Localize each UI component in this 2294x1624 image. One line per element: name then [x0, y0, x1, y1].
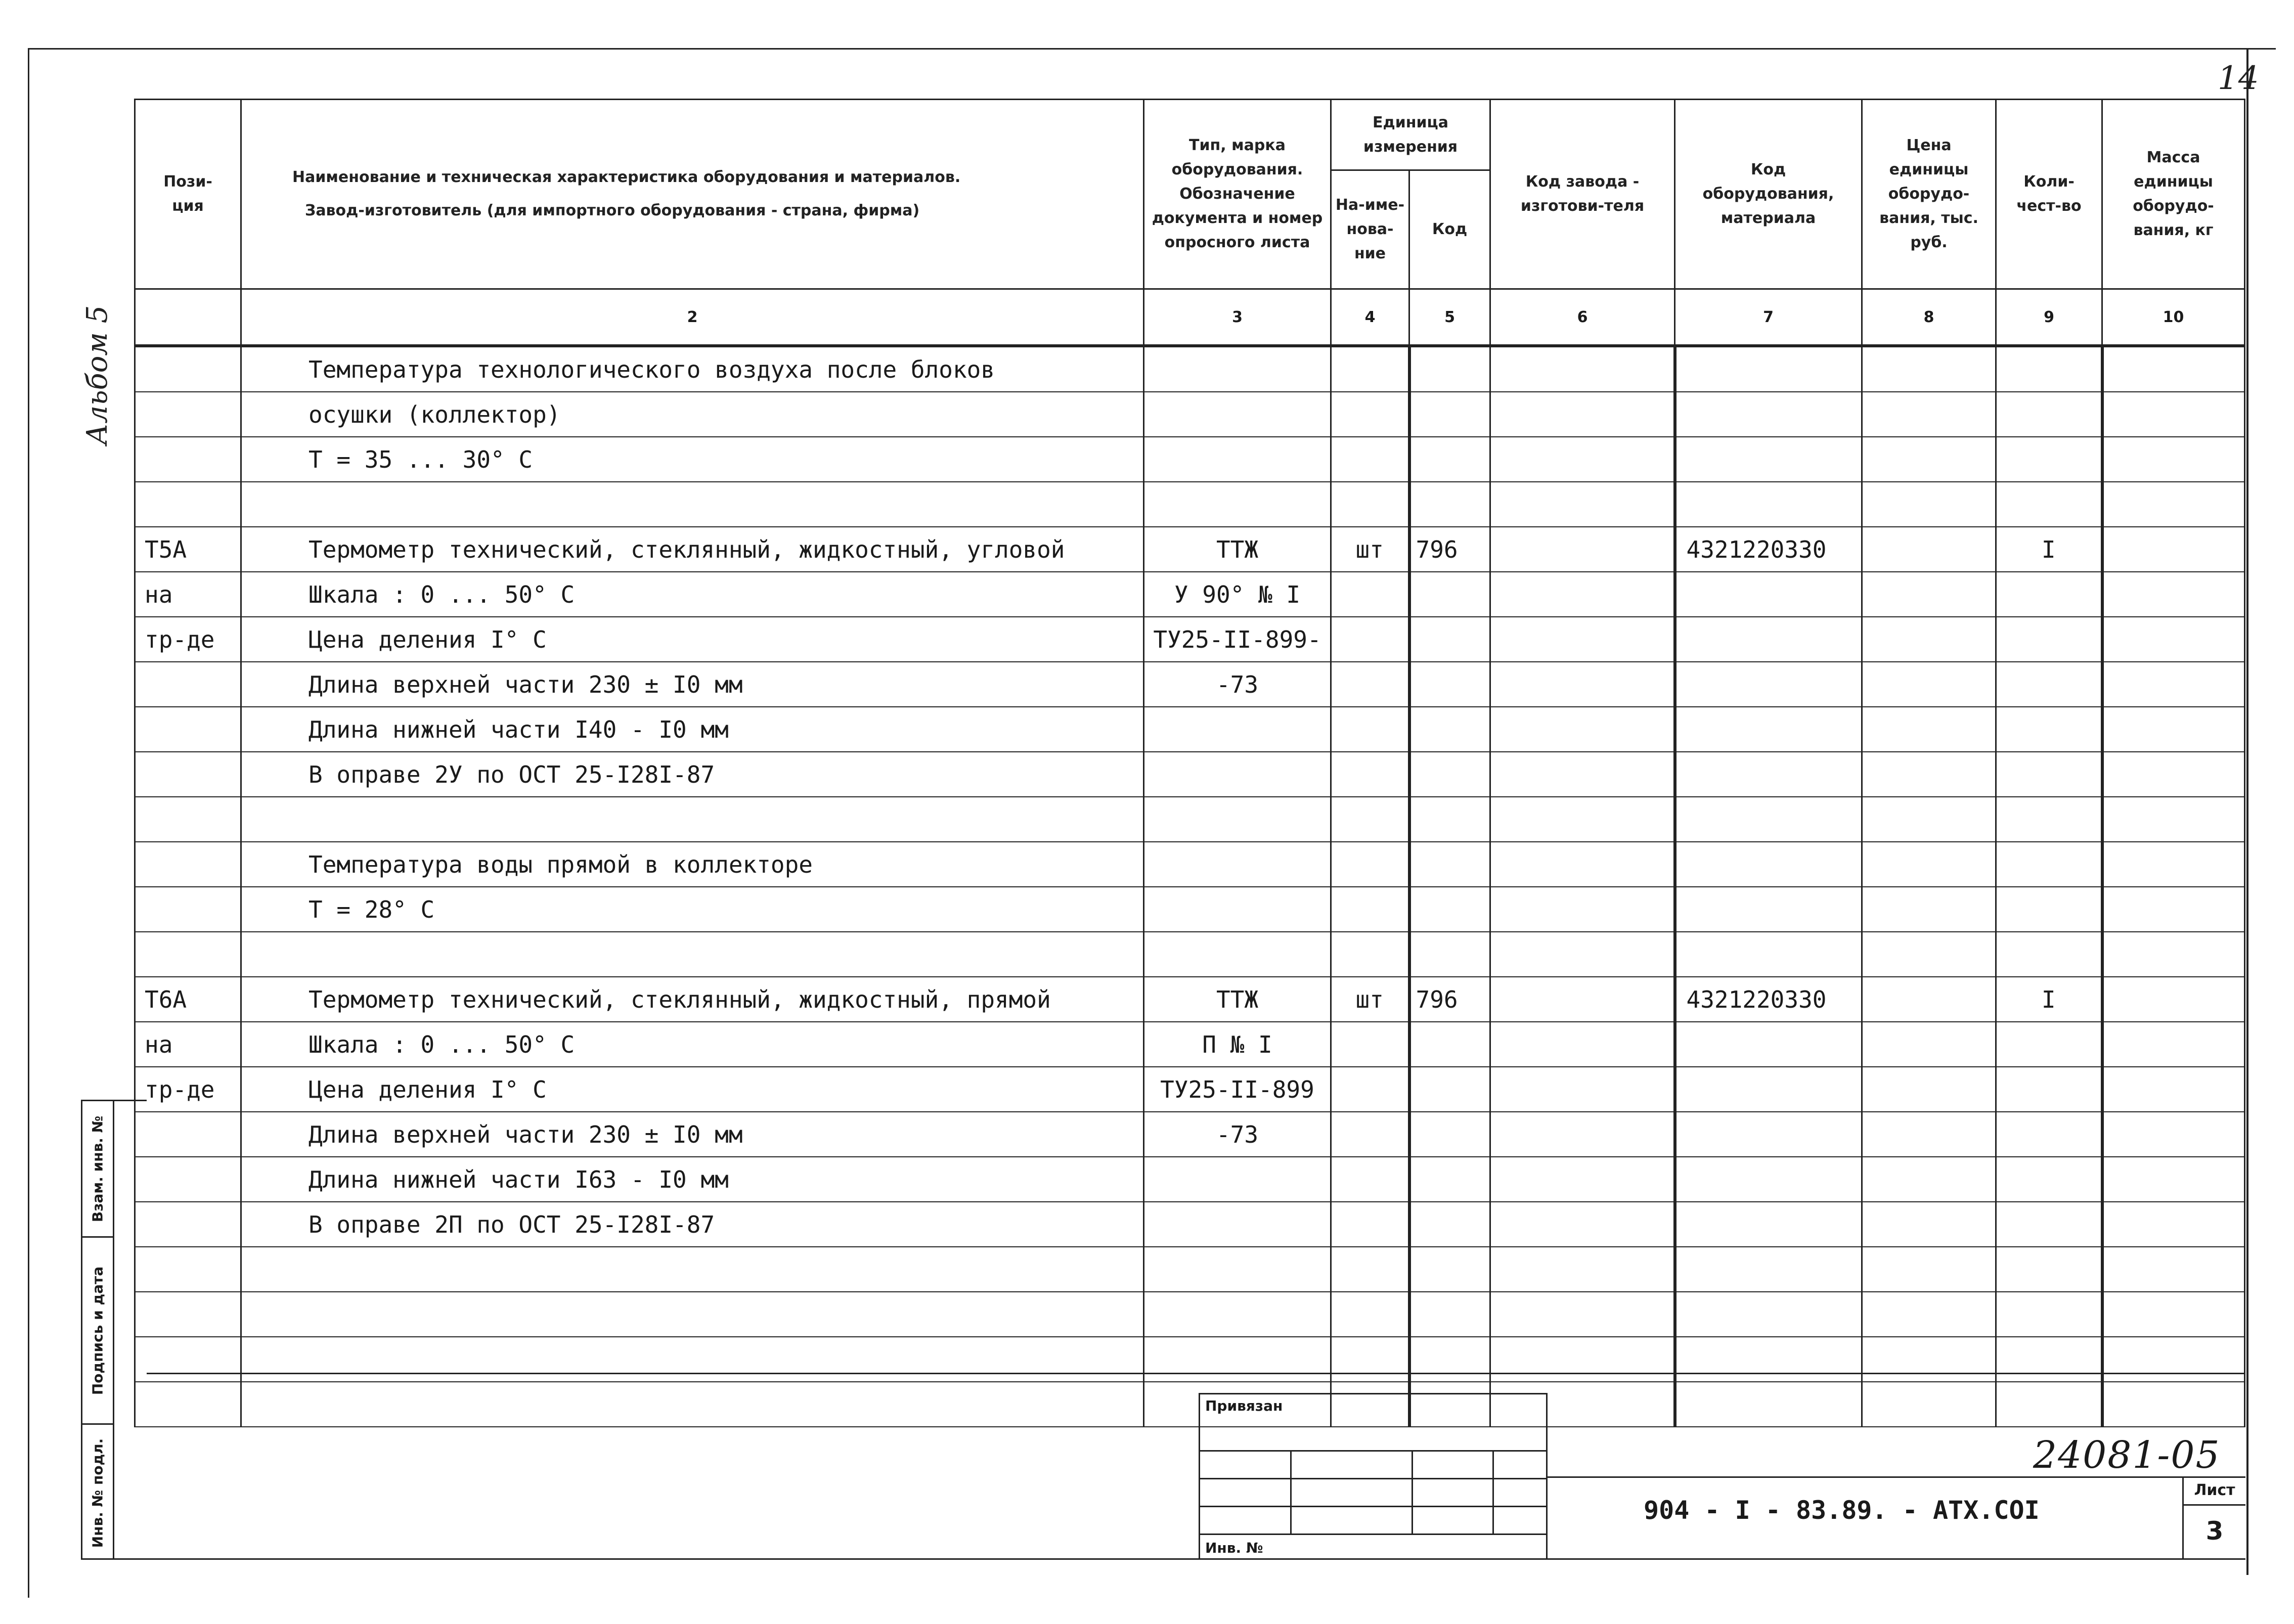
mass-cell [2102, 527, 2245, 572]
header-factory-code: Код завода - изготови-теля [1490, 100, 1675, 289]
equipment-code-cell [1675, 1022, 1862, 1067]
unit-name-cell [1331, 707, 1409, 752]
side-cell-original-inv: Инв. № подл. [89, 1438, 106, 1548]
quantity-cell [1996, 617, 2102, 662]
equipment-code-cell [1675, 1157, 1862, 1202]
stamp-line [1411, 1450, 1413, 1533]
unit-name-cell [1331, 1022, 1409, 1067]
position-cell: на [135, 572, 241, 617]
header-unit-code: Код [1409, 170, 1490, 289]
column-number-5: 5 [1409, 289, 1490, 346]
mass-cell [2102, 437, 2245, 482]
mass-cell [2102, 1067, 2245, 1112]
table-row [135, 932, 2245, 977]
quantity-cell [1996, 887, 2102, 932]
corner-sheet-number: 14 [2218, 60, 2259, 97]
mass-cell [2102, 842, 2245, 887]
factory-code-cell [1490, 482, 1675, 527]
equipment-code-cell [1675, 346, 1862, 392]
name-cell: Шкала : 0 ... 50° С [241, 1022, 1144, 1067]
mass-cell [2102, 572, 2245, 617]
equipment-code-cell [1675, 707, 1862, 752]
type-cell [1144, 887, 1331, 932]
price-cell [1862, 1157, 1996, 1202]
table-row [135, 346, 2245, 392]
price-cell [1862, 797, 1996, 842]
equipment-code-cell [1675, 482, 1862, 527]
type-cell [1144, 346, 1331, 392]
position-cell [135, 482, 241, 527]
price-cell [1862, 572, 1996, 617]
side-cell-signature-date: Подпись и дата [82, 1238, 113, 1425]
mass-cell [2102, 887, 2245, 932]
unit-code-cell [1409, 1022, 1490, 1067]
factory-code-cell [1490, 752, 1675, 797]
position-cell [135, 662, 241, 707]
name-cell: Длина нижней части I40 - I0 мм [241, 707, 1144, 752]
mass-cell [2102, 1292, 2245, 1337]
unit-name-cell [1331, 482, 1409, 527]
price-cell [1862, 707, 1996, 752]
quantity-cell [1996, 662, 2102, 707]
unit-code-cell [1409, 842, 1490, 887]
stamp-line [1200, 1450, 1546, 1452]
unit-name-cell [1331, 392, 1409, 437]
equipment-code-cell [1675, 572, 1862, 617]
mass-cell [2102, 1247, 2245, 1292]
name-cell [241, 797, 1144, 842]
unit-code-cell [1409, 1202, 1490, 1247]
binding-stamp [1199, 1393, 1548, 1560]
unit-name-cell: шт [1331, 527, 1409, 572]
mass-cell [2102, 977, 2245, 1022]
name-cell: Цена деления I° С [241, 617, 1144, 662]
unit-code-cell [1409, 1247, 1490, 1292]
price-cell [1862, 1292, 1996, 1337]
unit-name-cell [1331, 842, 1409, 887]
equipment-code-cell [1675, 1292, 1862, 1337]
factory-code-cell [1490, 1247, 1675, 1292]
mass-cell [2102, 707, 2245, 752]
price-cell [1862, 842, 1996, 887]
unit-code-cell [1409, 1157, 1490, 1202]
position-cell [135, 1157, 241, 1202]
unit-name-cell: шт [1331, 977, 1409, 1022]
unit-name-cell [1331, 346, 1409, 392]
position-cell [135, 437, 241, 482]
quantity-cell [1996, 1157, 2102, 1202]
position-cell: тр-де [135, 1067, 241, 1112]
factory-code-cell [1490, 1202, 1675, 1247]
type-cell: П № I [1144, 1022, 1331, 1067]
table-row [135, 1202, 2245, 1247]
price-cell [1862, 392, 1996, 437]
position-cell: Т6А [135, 977, 241, 1022]
title-block [147, 1373, 2245, 1560]
factory-code-cell [1490, 437, 1675, 482]
handwritten-project-number: 24081-05 [2033, 1433, 2221, 1477]
header-quantity: Коли-чест-во [1996, 100, 2102, 289]
price-cell [1862, 752, 1996, 797]
quantity-cell [1996, 1247, 2102, 1292]
position-cell [135, 392, 241, 437]
factory-code-cell [1490, 1292, 1675, 1337]
price-cell [1862, 1202, 1996, 1247]
unit-code-cell [1409, 437, 1490, 482]
table-row [135, 977, 2245, 1022]
stamp-line [1200, 1506, 1546, 1507]
factory-code-cell [1490, 1067, 1675, 1112]
name-cell: Т = 35 ... 30° С [241, 437, 1144, 482]
column-number-7: 7 [1675, 289, 1862, 346]
type-cell: -73 [1144, 662, 1331, 707]
quantity-cell [1996, 842, 2102, 887]
unit-name-cell [1331, 1202, 1409, 1247]
stamp-line [1200, 1478, 1546, 1479]
quantity-cell [1996, 482, 2102, 527]
side-stamp-strip [81, 1100, 147, 1560]
unit-name-cell [1331, 887, 1409, 932]
unit-name-cell [1331, 1247, 1409, 1292]
table-row [135, 1247, 2245, 1292]
table-row [135, 707, 2245, 752]
unit-code-cell [1409, 1067, 1490, 1112]
stamp-line [1492, 1450, 1494, 1533]
price-cell [1862, 887, 1996, 932]
mass-cell [2102, 346, 2245, 392]
type-cell [1144, 932, 1331, 977]
column-number-2: 2 [241, 289, 1144, 346]
quantity-cell [1996, 346, 2102, 392]
header-price: Цена единицы оборудо-вания, тыс. руб. [1862, 100, 1996, 289]
type-cell: ТТЖ [1144, 977, 1331, 1022]
stamp-inventory-label: Инв. № [1205, 1540, 1263, 1556]
unit-code-cell [1409, 932, 1490, 977]
quantity-cell [1996, 1112, 2102, 1157]
album-note: Альбом 5 [81, 305, 114, 445]
type-cell [1144, 482, 1331, 527]
header-unit-name: На-име-нова-ние [1331, 170, 1409, 289]
position-cell: тр-де [135, 617, 241, 662]
name-cell: Т = 28° С [241, 887, 1144, 932]
name-cell: Температура воды прямой в коллекторе [241, 842, 1144, 887]
factory-code-cell [1490, 1022, 1675, 1067]
header-position: Пози- ция [135, 100, 241, 289]
price-cell [1862, 437, 1996, 482]
equipment-code-cell [1675, 437, 1862, 482]
table-row [135, 617, 2245, 662]
header-name: Наименование и техническая характеристика оборудования и материалов. Завод-изготовитель (для импортного оборудования - страна, фирма) [241, 100, 1144, 289]
type-cell [1144, 752, 1331, 797]
side-strip-divider [113, 1101, 114, 1558]
table-row [135, 392, 2245, 437]
name-cell: Термометр технический, стеклянный, жидкостный, прямой [241, 977, 1144, 1022]
unit-code-cell [1409, 392, 1490, 437]
factory-code-cell [1490, 1157, 1675, 1202]
factory-code-cell [1490, 842, 1675, 887]
unit-code-cell [1409, 1292, 1490, 1337]
unit-code-cell: 796 [1409, 527, 1490, 572]
mass-cell [2102, 1022, 2245, 1067]
equipment-code-cell [1675, 1067, 1862, 1112]
quantity-cell: I [1996, 977, 2102, 1022]
table-row [135, 797, 2245, 842]
price-cell [1862, 1247, 1996, 1292]
factory-code-cell [1490, 392, 1675, 437]
equipment-code-cell [1675, 617, 1862, 662]
quantity-cell [1996, 707, 2102, 752]
factory-code-cell [1490, 797, 1675, 842]
quantity-cell [1996, 572, 2102, 617]
equipment-code-cell [1675, 932, 1862, 977]
unit-name-cell [1331, 1292, 1409, 1337]
table-row [135, 437, 2245, 482]
mass-cell [2102, 797, 2245, 842]
type-cell [1144, 1157, 1331, 1202]
frame-right-edge [2246, 48, 2248, 1575]
type-cell [1144, 1292, 1331, 1337]
column-number-10: 10 [2102, 289, 2245, 346]
specification-table [134, 99, 2245, 1427]
column-number-4: 4 [1331, 289, 1409, 346]
position-cell [135, 1247, 241, 1292]
name-cell: Шкала : 0 ... 50° С [241, 572, 1144, 617]
unit-name-cell [1331, 617, 1409, 662]
unit-code-cell [1409, 1112, 1490, 1157]
table-row [135, 1022, 2245, 1067]
table-row [135, 572, 2245, 617]
type-cell [1144, 707, 1331, 752]
name-cell [241, 482, 1144, 527]
type-cell [1144, 797, 1331, 842]
unit-code-cell: 796 [1409, 977, 1490, 1022]
type-cell: У 90° № I [1144, 572, 1331, 617]
equipment-code-cell: 4321220330 [1675, 977, 1862, 1022]
quantity-cell [1996, 752, 2102, 797]
table-row [135, 527, 2245, 572]
equipment-code-cell [1675, 752, 1862, 797]
table-row [135, 752, 2245, 797]
unit-name-cell [1331, 1112, 1409, 1157]
name-cell [241, 1247, 1144, 1292]
name-cell: осушки (коллектор) [241, 392, 1144, 437]
type-cell [1144, 1202, 1331, 1247]
position-cell [135, 887, 241, 932]
unit-name-cell [1331, 1157, 1409, 1202]
quantity-cell [1996, 1292, 2102, 1337]
table-row [135, 482, 2245, 527]
factory-code-cell [1490, 707, 1675, 752]
mass-cell [2102, 1112, 2245, 1157]
type-cell [1144, 392, 1331, 437]
factory-code-cell [1490, 887, 1675, 932]
equipment-code-cell [1675, 1247, 1862, 1292]
equipment-code-cell [1675, 842, 1862, 887]
position-cell [135, 932, 241, 977]
factory-code-cell [1490, 662, 1675, 707]
stamp-line [1290, 1450, 1292, 1533]
name-cell: Температура технологического воздуха после блоков [241, 346, 1144, 392]
equipment-code-cell [1675, 887, 1862, 932]
position-cell [135, 1202, 241, 1247]
unit-code-cell [1409, 346, 1490, 392]
type-cell: -73 [1144, 1112, 1331, 1157]
header-unit-group: Единица измерения [1331, 100, 1490, 170]
unit-name-cell [1331, 797, 1409, 842]
unit-name-cell [1331, 572, 1409, 617]
price-cell [1862, 662, 1996, 707]
factory-code-cell [1490, 617, 1675, 662]
type-cell [1144, 437, 1331, 482]
column-number-8: 8 [1862, 289, 1996, 346]
position-cell [135, 842, 241, 887]
unit-name-cell [1331, 932, 1409, 977]
factory-code-cell [1490, 1112, 1675, 1157]
column-number-1 [135, 289, 241, 346]
equipment-code-cell [1675, 797, 1862, 842]
equipment-code-cell [1675, 1112, 1862, 1157]
price-cell [1862, 1022, 1996, 1067]
position-cell [135, 707, 241, 752]
quantity-cell [1996, 437, 2102, 482]
unit-code-cell [1409, 797, 1490, 842]
factory-code-cell [1490, 932, 1675, 977]
price-cell [1862, 977, 1996, 1022]
mass-cell [2102, 662, 2245, 707]
unit-code-cell [1409, 482, 1490, 527]
type-cell [1144, 842, 1331, 887]
table-row [135, 1292, 2245, 1337]
unit-code-cell [1409, 617, 1490, 662]
equipment-code-cell [1675, 392, 1862, 437]
quantity-cell [1996, 797, 2102, 842]
price-cell [1862, 617, 1996, 662]
quantity-cell [1996, 1202, 2102, 1247]
table-row [135, 1112, 2245, 1157]
name-cell: Длина верхней части 230 ± I0 мм [241, 662, 1144, 707]
quantity-cell [1996, 1067, 2102, 1112]
name-cell: Длина нижней части I63 - I0 мм [241, 1157, 1144, 1202]
unit-name-cell [1331, 1067, 1409, 1112]
name-cell: В оправе 2У по ОСТ 25-I28I-87 [241, 752, 1144, 797]
price-cell [1862, 1112, 1996, 1157]
equipment-code-cell [1675, 662, 1862, 707]
equipment-code-cell: 4321220330 [1675, 527, 1862, 572]
price-cell [1862, 346, 1996, 392]
unit-code-cell [1409, 752, 1490, 797]
unit-code-cell [1409, 662, 1490, 707]
factory-code-cell [1490, 572, 1675, 617]
equipment-code-cell [1675, 1202, 1862, 1247]
unit-name-cell [1331, 437, 1409, 482]
quantity-cell [1996, 392, 2102, 437]
quantity-cell: I [1996, 527, 2102, 572]
price-cell [1862, 527, 1996, 572]
position-cell [135, 346, 241, 392]
type-cell: ТУ25-II-899 [1144, 1067, 1331, 1112]
name-cell [241, 1292, 1144, 1337]
column-number-3: 3 [1144, 289, 1331, 346]
factory-code-cell [1490, 527, 1675, 572]
quantity-cell [1996, 1022, 2102, 1067]
name-cell: В оправе 2П по ОСТ 25-I28I-87 [241, 1202, 1144, 1247]
document-code: 904 - I - 83.89. - АТХ.СОI [1644, 1496, 2040, 1525]
name-cell [241, 932, 1144, 977]
header-type: Тип, марка оборудования. Обозначение документа и номер опросного листа [1144, 100, 1331, 289]
price-cell [1862, 482, 1996, 527]
mass-cell [2102, 752, 2245, 797]
table-row [135, 1067, 2245, 1112]
mass-cell [2102, 932, 2245, 977]
header-mass: Масса единицы оборудо-вания, кг [2102, 100, 2245, 289]
unit-code-cell [1409, 572, 1490, 617]
quantity-cell [1996, 932, 2102, 977]
unit-code-cell [1409, 887, 1490, 932]
factory-code-cell [1490, 346, 1675, 392]
price-cell [1862, 932, 1996, 977]
position-cell: Т5А [135, 527, 241, 572]
position-cell [135, 797, 241, 842]
unit-name-cell [1331, 752, 1409, 797]
name-cell: Термометр технический, стеклянный, жидкостный, угловой [241, 527, 1144, 572]
price-cell [1862, 1067, 1996, 1112]
position-cell [135, 1112, 241, 1157]
table-row [135, 887, 2245, 932]
unit-name-cell [1331, 662, 1409, 707]
factory-code-cell [1490, 977, 1675, 1022]
side-cell-replace-inv: Взам. инв. № [82, 1101, 113, 1238]
position-cell: на [135, 1022, 241, 1067]
type-cell: ТУ25-II-899- [1144, 617, 1331, 662]
column-number-6: 6 [1490, 289, 1675, 346]
type-cell [1144, 1247, 1331, 1292]
mass-cell [2102, 1157, 2245, 1202]
sheet-label: Лист [2184, 1476, 2245, 1506]
table-row [135, 1157, 2245, 1202]
sheet-number: 3 [2205, 1516, 2224, 1546]
name-cell: Длина верхней части 230 ± I0 мм [241, 1112, 1144, 1157]
mass-cell [2102, 1202, 2245, 1247]
stamp-line [1200, 1533, 1546, 1535]
stamp-bound-label: Привязан [1205, 1397, 1283, 1414]
name-cell: Цена деления I° С [241, 1067, 1144, 1112]
sheet-box [2182, 1476, 2245, 1560]
position-cell [135, 1292, 241, 1337]
mass-cell [2102, 482, 2245, 527]
table-row [135, 662, 2245, 707]
unit-code-cell [1409, 707, 1490, 752]
type-cell: ТТЖ [1144, 527, 1331, 572]
mass-cell [2102, 617, 2245, 662]
header-equipment-code: Код оборудования, материала [1675, 100, 1862, 289]
mass-cell [2102, 392, 2245, 437]
column-number-9: 9 [1996, 289, 2102, 346]
position-cell [135, 752, 241, 797]
table-row [135, 842, 2245, 887]
